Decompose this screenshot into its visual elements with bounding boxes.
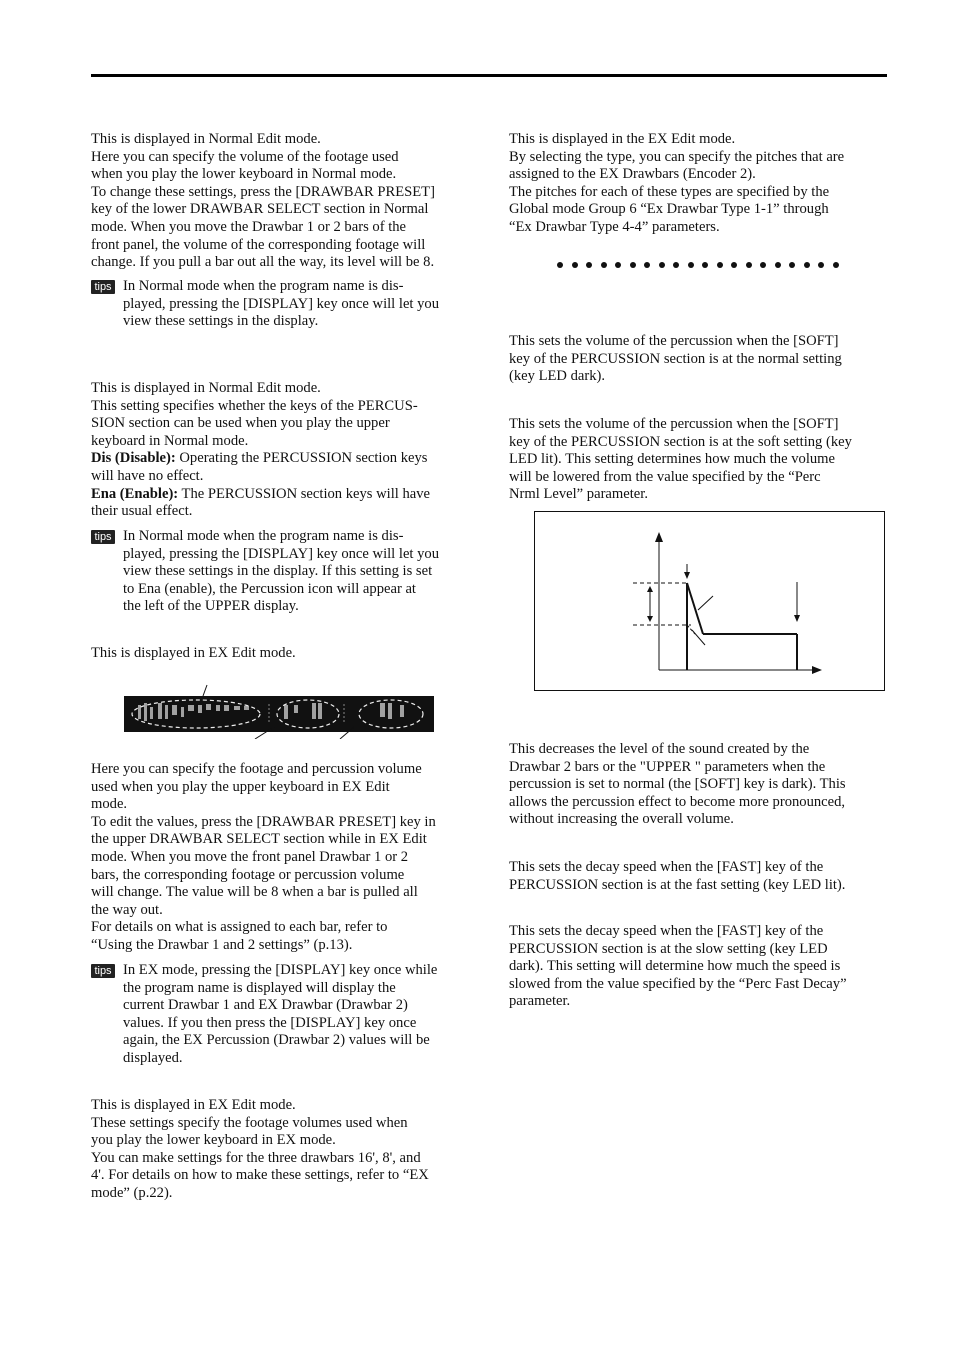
text-line: assigned to the EX Drawbars (Encoder 2). xyxy=(509,166,756,183)
text-line: By selecting the type, you can specify the pitches that are xyxy=(509,148,845,165)
text-line: slowed from the value specified by the “Perc Fast Decay” xyxy=(509,975,847,992)
text-line: the way out. xyxy=(91,901,163,918)
text-line: displayed. xyxy=(123,1049,183,1066)
tips-note-1 xyxy=(91,278,471,334)
left-paragraph-3 xyxy=(91,645,471,663)
text-line: SION section can be used when you play the upper xyxy=(91,415,390,432)
text-line: view these settings in the display. If this setting is set xyxy=(123,563,433,580)
right-paragraph-1 xyxy=(509,131,889,237)
right-paragraph-5 xyxy=(509,859,889,894)
text-line: PERCUSSION section is at the slow setting (key LED xyxy=(509,940,828,957)
text-line: mode. When you move the Drawbar 1 or 2 bars of the xyxy=(91,218,407,235)
text-line: This is displayed in EX Edit mode. xyxy=(91,1097,296,1113)
envelope-svg xyxy=(535,512,884,690)
text-line: This sets the decay speed when the [FAST] key of the xyxy=(509,923,824,939)
text-line: to Ena (enable), the Percussion icon will appear at xyxy=(123,580,416,597)
text-line: allows the percussion effect to become more pronounced, xyxy=(509,793,846,810)
text-line: “Ex Drawbar Type 4-4” parameters. xyxy=(509,218,720,235)
tips-icon: tips xyxy=(91,964,115,978)
text-line: This sets the volume of the percussion when the [SOFT] xyxy=(509,416,839,432)
text-line: “Using the Drawbar 1 and 2 settings” (p.13). xyxy=(91,936,353,953)
text-line: For details on what is assigned to each bar, refer to xyxy=(91,919,388,936)
lcd-display-figure xyxy=(124,683,434,739)
text-line: (key LED dark). xyxy=(509,368,606,385)
text-line: This is displayed in the EX Edit mode. xyxy=(509,131,736,147)
text-line: key of the PERCUSSION section is at the soft setting (key xyxy=(509,433,852,450)
text-line: To change these settings, press the [DRAWBAR PRESET] xyxy=(91,183,435,200)
text-line: LED lit). This setting determines how much the volume xyxy=(509,451,836,468)
text-line: This is displayed in Normal Edit mode. xyxy=(91,131,321,147)
tips-note-2 xyxy=(91,528,471,618)
text-line: current Drawbar 1 and EX Drawbar (Drawbar 2) xyxy=(123,997,408,1014)
text-line: change. If you pull a bar out all the way, its level will be 8. xyxy=(91,254,435,271)
text-line: Nrml Level” parameter. xyxy=(509,486,648,503)
text-line: This sets the volume of the percussion when the [SOFT] xyxy=(509,333,839,349)
text-line: the upper DRAWBAR SELECT section while in EX Edit xyxy=(91,831,427,848)
left-paragraph-2 xyxy=(91,380,471,521)
ena-line: Ena (Enable): The PERCUSSION section keys will have xyxy=(91,485,431,502)
text-line: mode” (p.22). xyxy=(91,1184,173,1201)
right-paragraph-3 xyxy=(509,416,889,504)
text-line: again, the EX Percussion (Drawbar 2) values will be xyxy=(123,1032,430,1049)
text-line: In Normal mode when the program name is dis- xyxy=(123,278,404,294)
text-line: The pitches for each of these types are specified by the xyxy=(509,183,830,200)
text-line: will have no effect. xyxy=(91,467,204,484)
text-line: will be lowered from the value specified by the “Perc xyxy=(509,468,821,485)
text-line: front panel, the volume of the corresponding footage will xyxy=(91,236,426,253)
text-line: you play the lower keyboard in EX mode. xyxy=(91,1132,336,1149)
dis-label: Dis (Disable): xyxy=(91,450,176,467)
right-paragraph-6 xyxy=(509,923,889,1011)
separator-dots xyxy=(557,262,847,268)
tips-icon: tips xyxy=(91,530,115,544)
text-line: bars, the corresponding footage or percussion volume xyxy=(91,866,405,883)
text-line: their usual effect. xyxy=(91,503,193,520)
dis-line: Dis (Disable): Operating the PERCUSSION section keys xyxy=(91,450,428,467)
text-line: This is displayed in Normal Edit mode. xyxy=(91,380,321,396)
text-line: You can make settings for the three drawbars 16', 8', and xyxy=(91,1149,421,1166)
text-line: when you play the lower keyboard in Normal mode. xyxy=(91,166,397,183)
header-rule xyxy=(91,74,887,77)
text-line: the program name is displayed will display the xyxy=(123,979,396,996)
text-line: key of the lower DRAWBAR SELECT section in Normal xyxy=(91,201,429,218)
text-line: Here you can specify the volume of the footage used xyxy=(91,148,399,165)
text-line: played, pressing the [DISPLAY] key once will let you xyxy=(123,545,440,562)
text-line: key of the PERCUSSION section is at the normal setting xyxy=(509,350,842,367)
text-line: This sets the decay speed when the [FAST] key of the xyxy=(509,859,824,875)
tips-icon: tips xyxy=(91,280,115,294)
text-line: PERCUSSION section is at the fast setting (key LED lit). xyxy=(509,876,846,893)
text-line: keyboard in Normal mode. xyxy=(91,432,249,449)
envelope-diagram xyxy=(534,511,885,691)
lcd-svg xyxy=(124,683,434,739)
text-line: These settings specify the footage volumes used when xyxy=(91,1114,408,1131)
text-line: 4'. For details on how to make these settings, refer to “EX xyxy=(91,1167,429,1184)
text-line: This is displayed in EX Edit mode. xyxy=(91,645,296,661)
text-line: used when you play the upper keyboard in EX Edit xyxy=(91,778,390,795)
text-line: percussion is set to normal (the [SOFT] key is dark). This xyxy=(509,776,846,793)
tips-note-3 xyxy=(91,962,471,1070)
text-line: In Normal mode when the program name is dis- xyxy=(123,528,404,544)
text-line: mode. xyxy=(91,796,128,813)
left-paragraph-1 xyxy=(91,131,471,272)
text-line: dark). This setting will determine how much the speed is xyxy=(509,958,841,975)
text-line: In EX mode, pressing the [DISPLAY] key once while xyxy=(123,962,438,978)
text-line: parameter. xyxy=(509,993,571,1010)
text-line: Drawbar 2 bars or the "UPPER " parameters when the xyxy=(509,758,826,775)
text-line: will change. The value will be 8 when a bar is pulled all xyxy=(91,884,418,901)
right-paragraph-2 xyxy=(509,333,889,386)
text-line: Global mode Group 6 “Ex Drawbar Type 1-1” through xyxy=(509,201,829,218)
left-paragraph-5 xyxy=(91,1097,471,1203)
text-line: played, pressing the [DISPLAY] key once will let you xyxy=(123,295,440,312)
text-line: mode. When you move the front panel Drawbar 1 or 2 xyxy=(91,848,409,865)
text-line: This setting specifies whether the keys of the PERCUS- xyxy=(91,397,418,414)
text-line: view these settings in the display. xyxy=(123,313,319,330)
text-line: without increasing the overall volume. xyxy=(509,811,734,828)
right-paragraph-4 xyxy=(509,741,889,829)
ena-label: Ena (Enable): xyxy=(91,485,179,502)
text-line: To edit the values, press the [DRAWBAR PRESET] key in xyxy=(91,813,436,830)
text-line: values. If you then press the [DISPLAY] key once xyxy=(123,1014,417,1031)
text-line: Here you can specify the footage and percussion volume xyxy=(91,761,422,777)
text-line: This decreases the level of the sound created by the xyxy=(509,741,810,757)
left-paragraph-4 xyxy=(91,761,471,955)
text-line: the left of the UPPER display. xyxy=(123,598,299,615)
